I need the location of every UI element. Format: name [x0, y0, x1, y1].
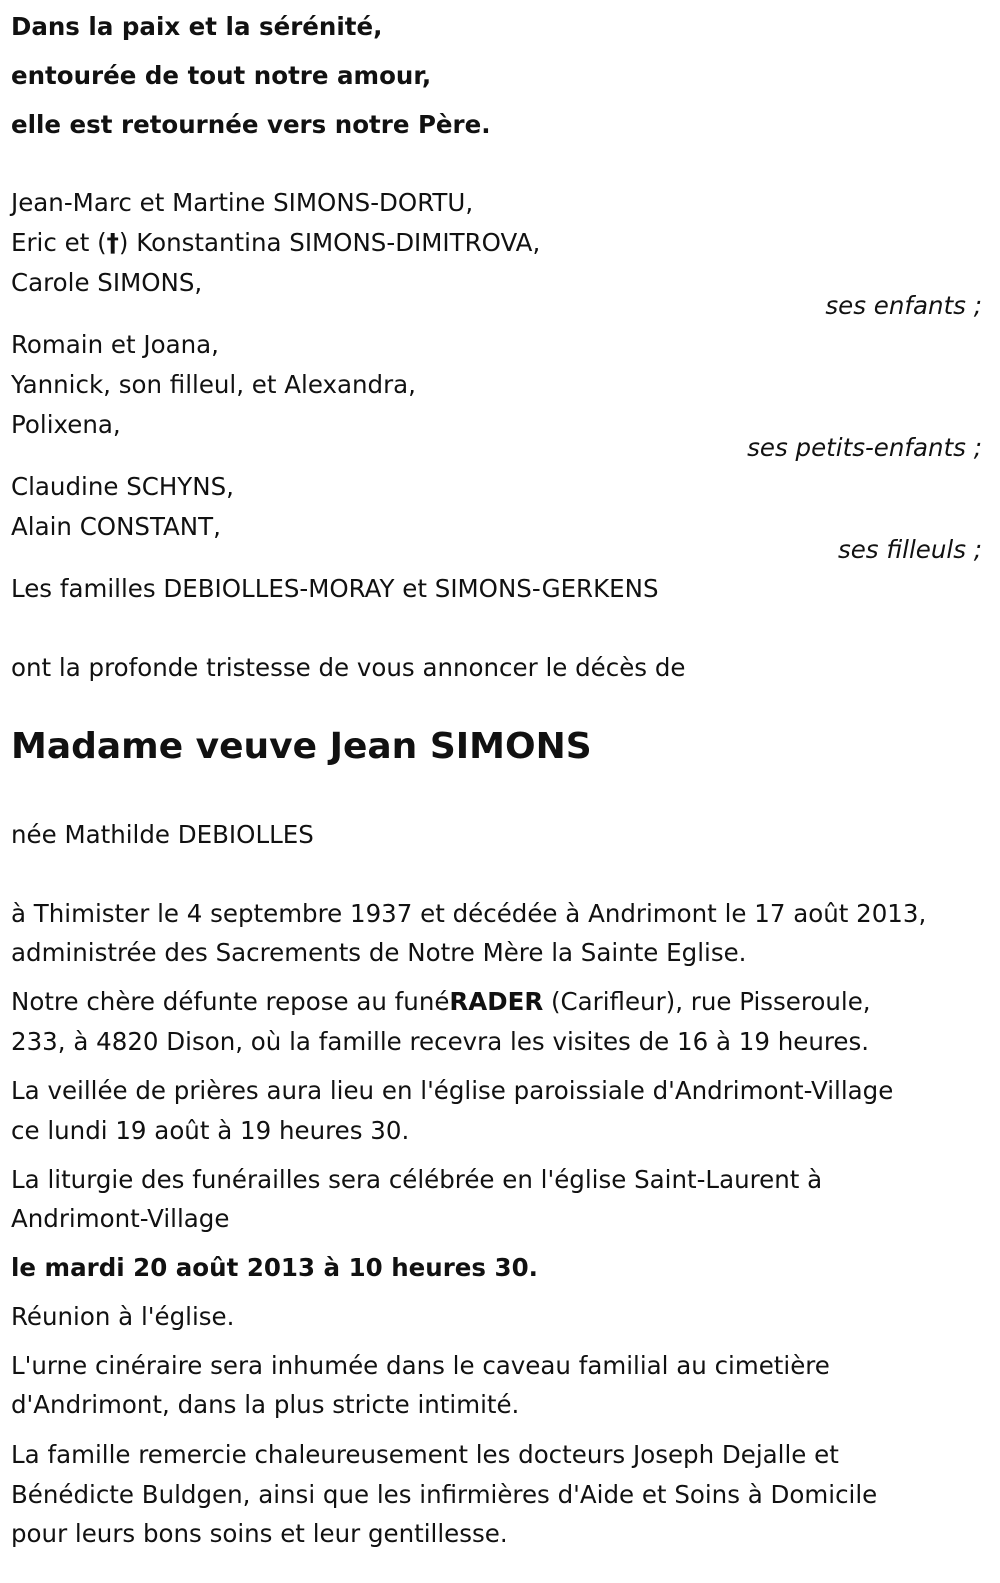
vigil-line-2: ce lundi 19 août à 19 heures 30.: [11, 1116, 410, 1145]
birth-death-line-1: à Thimister le 4 septembre 1937 et décédée à Andrimont le 17 août 2013,: [11, 899, 927, 928]
children-line-2-start: Eric et (: [11, 228, 107, 257]
children-line-2-end: ) Konstantina SIMONS-DIMITROVA,: [118, 228, 541, 257]
birth-death-line-2: administrée des Sacrements de Notre Mère la Sainte Eglise.: [11, 938, 747, 967]
rest-line-1-start: Notre chère défunte repose au funé: [11, 987, 450, 1016]
thanks-line-1: La famille remercie chaleureusement les docteurs Joseph Dejalle et: [11, 1440, 839, 1469]
urn-line-1: L'urne cinéraire sera inhumée dans le caveau familial au cimetière: [11, 1351, 830, 1380]
urn-line-2: d'Andrimont, dans la plus stricte intimité.: [11, 1390, 520, 1419]
rader-brand: RADER: [449, 987, 544, 1016]
grandchildren-line-2: Yannick, son filleul, et Alexandra,: [11, 370, 416, 399]
liturgy-line-1: La liturgie des funérailles sera célébrée en l'église Saint-Laurent à: [11, 1165, 823, 1194]
godchildren-line-1: Claudine SCHYNS,: [11, 472, 234, 501]
deceased-name: Madame veuve Jean SIMONS: [11, 726, 592, 767]
announce-line: ont la profonde tristesse de vous annoncer le décès de: [11, 653, 686, 682]
children-line-3: Carole SIMONS,: [11, 268, 203, 297]
cross-icon: †: [106, 228, 119, 257]
families-line: Les familles DEBIOLLES-MORAY et SIMONS-GERKENS: [11, 574, 659, 603]
grandchildren-line-3: Polixena,: [11, 410, 121, 439]
funeral-date: le mardi 20 août 2013 à 10 heures 30.: [11, 1253, 538, 1282]
thanks-line-3: pour leurs bons soins et leur gentillesse.: [11, 1519, 508, 1548]
intro-line-2: entourée de tout notre amour,: [11, 61, 432, 90]
maiden-name: née Mathilde DEBIOLLES: [11, 820, 314, 849]
grandchildren-line-1: Romain et Joana,: [11, 330, 219, 359]
children-line-1: Jean-Marc et Martine SIMONS-DORTU,: [11, 188, 474, 217]
rest-line-1: [11, 987, 871, 1017]
thanks-line-2: Bénédicte Buldgen, ainsi que les infirmières d'Aide et Soins à Domicile: [11, 1480, 878, 1509]
children-label: ses enfants ;: [825, 291, 982, 320]
rest-line-2: 233, à 4820 Dison, où la famille recevra les visites de 16 à 19 heures.: [11, 1027, 870, 1056]
rest-line-1-end: (Carifleur), rue Pisseroule,: [543, 987, 871, 1016]
liturgy-line-2: Andrimont-Village: [11, 1204, 230, 1233]
intro-line-3: elle est retournée vers notre Père.: [11, 110, 491, 139]
vigil-line-1: La veillée de prières aura lieu en l'église paroissiale d'Andrimont-Village: [11, 1076, 894, 1105]
grandchildren-label: ses petits-enfants ;: [747, 433, 982, 462]
children-line-2: [11, 228, 540, 258]
intro-line-1: Dans la paix et la sérénité,: [11, 12, 383, 41]
meeting-line: Réunion à l'église.: [11, 1302, 235, 1331]
godchildren-line-2: Alain CONSTANT,: [11, 512, 221, 541]
godchildren-label: ses filleuls ;: [837, 535, 982, 564]
